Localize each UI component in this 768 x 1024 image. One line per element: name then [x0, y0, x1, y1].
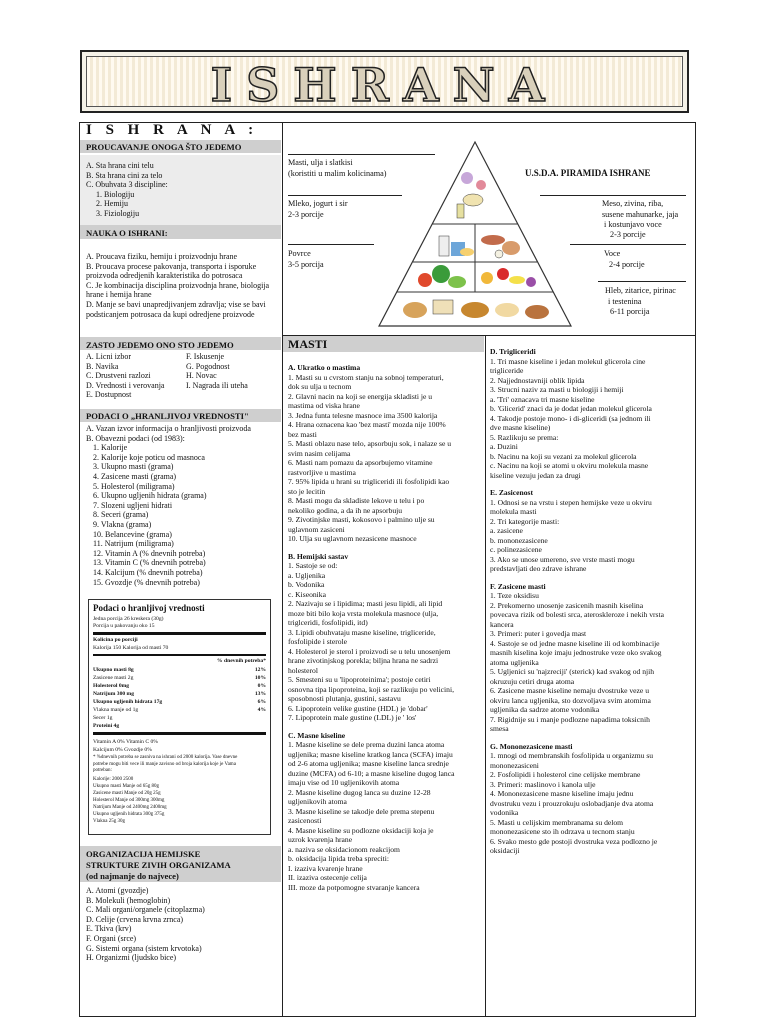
masti-line: 2. Najjednostavniji oblik lipida — [490, 375, 585, 385]
label-nutrient: Ukupno ugljenih hidrata 17g — [93, 699, 163, 705]
masti-line: I. izaziva kvarenje hrane — [288, 863, 363, 873]
org-item: H. Organizmi (ljudsko bice) — [86, 953, 177, 963]
masti-line: ugljenika da sadrze atome vodonika — [490, 705, 600, 714]
masti-line: od 2-6 atoma ugljenika; masne kiseline lanca srednje — [288, 759, 449, 768]
masti-line: imaju vise od 10 ugljenikovih atoma — [288, 778, 400, 787]
masti-line: 2. Nazivaju se i lipidima; masti jesu lipidi, ali lipid — [288, 599, 443, 608]
masti-line: a. Ugljenika — [288, 570, 326, 580]
masti-line: triglceridi, fosfolipidi, itd) — [288, 618, 368, 627]
label-rule — [570, 244, 686, 245]
label-servings-count: Porcija u pakovanju oko 15 — [93, 623, 155, 629]
label-serving: Jedna porcija 26 kreskera (30g) — [93, 616, 164, 622]
masti-line: b. oksidacija lipida treba spreciti: — [288, 854, 390, 863]
label-table-row: Zasicene masti Manje od 20g 25g — [93, 791, 161, 796]
org-list — [86, 886, 205, 963]
podaci-item: B. Obavezni podaci (od 1983): — [86, 433, 185, 443]
intro-item: C. Obuhvata 3 discipline: — [86, 180, 168, 190]
nutrition-label — [88, 599, 271, 835]
org-title-3: (od najmanje do najvece) — [86, 871, 179, 881]
label-vitamins: Kalcijum 0% Gvozdje 0% — [93, 747, 152, 753]
label-row — [93, 707, 266, 714]
label-row — [93, 715, 266, 722]
label-footnote: potreban: — [93, 768, 112, 773]
masti-line: 4. Masne kiseline su podlozne oksidaciji koja je — [288, 825, 434, 835]
podaci-item: A. Vazan izvor informacija o hranljivosti proizvoda — [86, 424, 251, 433]
nauka-item: A. Proucava fiziku, hemiju i proizvodnju hrane — [86, 252, 238, 261]
nauka-item: D. Manje se bavi unapredjivanjem zdravlja; vise se bavi — [86, 299, 266, 309]
pyramid-label-meat-3: i kostunjavo voce — [604, 220, 662, 229]
nauka-item: proizvoda odredjenih karakteristika do potrosaca — [86, 271, 243, 281]
masti-line: F. Zasicene masti — [490, 581, 546, 591]
org-title: ORGANIZACIJA HEMIJSKE — [86, 849, 201, 859]
masti-line: 3. Primeri: maslinovo i kanola ulje — [490, 779, 596, 789]
nauka-item: B. Proucava procese pakovanja, transporta i isporuke — [86, 261, 257, 271]
label-row — [93, 723, 266, 730]
masti-line: 7. 95% lipida u hrani su trigliceridi ili fosfolipidi kao — [288, 477, 450, 486]
masti-line: 5. Masti oblazu nase telo, apsorbuju sok, i nalaze se u — [288, 439, 452, 448]
masti-line: oksidaciji — [490, 846, 520, 855]
label-dv: 13% — [254, 691, 266, 697]
pyramid-label-meat-2: susene mahunarke, jaja — [602, 210, 679, 219]
podaci-item: 3. Ukupno masti (grama) — [93, 462, 174, 472]
zasto-item: G. Pogodnost — [186, 361, 230, 371]
masti-line — [490, 480, 664, 488]
masti-line: 3. Jedna funta telesne masnoce ima 3500 kalorija — [288, 410, 438, 420]
masti-line — [490, 574, 664, 582]
masti-line: nekoliko godina, a da ih ne apsorbuju — [288, 505, 403, 515]
zasto-item: B. Navika — [86, 361, 119, 371]
podaci-item: 2. Kalorije koje poticu od masnoca — [93, 452, 205, 462]
masti-line: 1. Sastoje se od: — [288, 561, 338, 570]
masti-line: 4. Mononezasicene masne kiseline imaju jednu — [490, 789, 634, 798]
masti-line: 4. Sastoje se od jedne masne kiseline ili od kombinacije — [490, 638, 660, 648]
pyramid-label-dairy: Mleko, jogurt i sir — [288, 199, 348, 208]
masti-line — [490, 734, 664, 742]
masti-line: moze biti bilo koja vrsta molekula masnoce (ulja, — [288, 608, 439, 618]
nauka-list — [86, 252, 269, 319]
masti-line: D. Trigliceridi — [490, 347, 536, 356]
label-rule — [288, 244, 374, 245]
masti-line: a. Duzini — [490, 442, 518, 451]
label-rule — [93, 732, 266, 735]
org-item: G. Sistemi organa (sistem krvotoka) — [86, 943, 202, 953]
pyramid-label-fruit: Voce — [604, 249, 621, 258]
masti-line: predstavljati deo zdrave ishrane — [490, 564, 587, 573]
masti-line: 5. Ugljenici su 'najzreciji' (sterick) kad svakog od njih — [490, 667, 655, 676]
masti-line: smesa — [490, 724, 509, 733]
podaci-item: 4. Zasicene masti (grama) — [93, 471, 177, 481]
label-dv: 6% — [257, 699, 266, 705]
masti-line: 2. Fosfolipidi i holesterol cine celijske membrane — [490, 770, 641, 779]
masti-line: 2. Glavni nacin na koji se energija skladisti je u — [288, 391, 433, 401]
masti-line: c. Nacinu na koji se atomi u okviru molekula masne — [490, 461, 649, 470]
label-dv: 10% — [254, 675, 266, 681]
label-title: Podaci o hranljivoj vrednosti — [93, 603, 205, 613]
masti-line: mononezasicene sto ih odrzava u tecnom stanju — [490, 827, 635, 836]
masti-title: MASTI — [288, 337, 328, 351]
masti-column-middle — [288, 363, 454, 892]
masti-line: 6. Lipoprotein velike gustine (HDL) je 'dobar' — [288, 703, 428, 713]
masti-line: 9. Zivotinjske masti, kokosovo i palmino ulje su — [288, 515, 435, 524]
pyramid-label-fats: Masti, ulja i slatkisi — [288, 158, 353, 167]
masti-line — [288, 723, 454, 731]
masti-line: holesterol — [288, 665, 318, 675]
masti-line: 3. Lipidi obuhvataju masne kiseline, trigliceride, — [288, 627, 436, 637]
zasto-list-b — [186, 352, 248, 390]
pyramid-label-meat-servings: 2-3 porcije — [610, 230, 646, 239]
masti-line: 7. Lipoprotein male gustine (LDL) je ' los' — [288, 713, 417, 722]
masti-line: II. izaziva ostecenje celija — [288, 873, 367, 882]
column-divider-left — [282, 122, 283, 1017]
masti-line: 3. Ako se unose umereno, sve vrste masti mogu — [490, 554, 635, 564]
zasto-item: A. Licni izbor — [86, 352, 132, 361]
label-table-row: Kalorije: 2000 2500 — [93, 777, 134, 782]
masti-line: dok su ulja u tecnom — [288, 382, 352, 391]
masti-line: 1. Teze oksidisu — [490, 591, 539, 600]
masti-line: 4. Holesterol je sterol i proizvodi se u telu unosenjem — [288, 646, 451, 656]
podaci-item: 7. Slozeni ugljeni hidrati — [93, 500, 173, 510]
pyramid-label-meat: Meso, zivina, riba, — [602, 199, 664, 208]
podaci-item: 15. Gvozdje (% dnevnih potreba) — [93, 577, 200, 587]
masti-line: 8. Masti mogu da skladiste lekove u telu i po — [288, 496, 425, 505]
masti-line: molekula masti — [490, 507, 537, 516]
label-footnote: potrebe mogu biti vece ili manje zavisno od broja kalorija koje je Vama — [93, 761, 236, 767]
masti-line: b. mononezasicene — [490, 535, 548, 545]
podaci-item: 9. Vlakna (grama) — [93, 519, 152, 529]
pyramid-label-vegetables: Povrce — [288, 249, 311, 258]
podaci-item: 1. Kalorije — [93, 443, 128, 453]
masti-line: duzine (MCFA) od 6-10; a masne kiseline dugog lanca — [288, 768, 455, 778]
masti-line: okruzuju cetiri druga atoma — [490, 676, 575, 686]
masti-line: uglavnom zasiceni — [288, 524, 345, 534]
masti-line: osnovna tipa lipoproteina, koji se razlikuju po velicini, — [288, 684, 454, 694]
nauka-item: podsticanjem potrosaca da kupi odredjene proizvode — [86, 309, 255, 319]
masti-line: 1. Masti su u cvrstom stanju na sobnoj temperaturi, — [288, 372, 444, 382]
podaci-title: PODACI O „HRANLJIVOJ VREDNOSTI" — [86, 411, 249, 421]
masti-line: 1. mnogi od membranskih fosfolipida u organizmu su — [490, 751, 654, 760]
masti-line: okviru lanca ugljenika, sto dozvoljava svim atomima — [490, 695, 651, 705]
label-rule — [540, 195, 686, 196]
masti-line: 5. Masti u celijskim membranama su delom — [490, 817, 624, 827]
label-row — [93, 683, 266, 690]
masti-line: a. naziva se oksidacionom reakcijom — [288, 844, 400, 854]
banner-title: ISHRANA — [210, 58, 559, 112]
pyramid-label-fats-note: (koristiti u malim kolicinama) — [288, 169, 387, 178]
masti-line: ugljenika; masne kiseline kratkog lanca (SCFA) imaju — [288, 749, 453, 759]
nauka-title: NAUKA O ISHRANI: — [86, 228, 168, 238]
label-rule — [93, 654, 266, 656]
masti-line: dve masne kiseline) — [490, 423, 551, 432]
masti-line: a. 'Tri' oznacava tri masne kiseline — [490, 394, 595, 404]
label-rule — [288, 154, 435, 155]
label-table-row: Ukupno masti Manje od 65g 80g — [93, 784, 159, 789]
masti-line: kiseline vezuju jedan za drugi — [490, 470, 581, 480]
nauka-item: C. Je kombinacija disciplina proizvodnja hrane, biologija — [86, 280, 270, 290]
masti-line: 1. Odnosi se na vrstu i stepen hemijske veze u okviru — [490, 497, 652, 507]
page-subtitle: PROUCAVANJE ONOGA ŠTO JEDEMO — [86, 142, 242, 152]
masti-line: G. Mononezasicene masti — [490, 741, 573, 751]
masti-line: dvostruku vezu i prouzrokuju oslobadjanje dva atoma — [490, 798, 654, 808]
podaci-item: 11. Natrijum (miligrama) — [93, 539, 174, 549]
podaci-item: 5. Holesterol (miligrama) — [93, 481, 175, 491]
masti-line: b. Nacinu na koji su vezani za molekul glicerola — [490, 451, 637, 461]
zasto-list-a — [86, 352, 164, 400]
label-nutrient: Proteini 4g — [93, 723, 120, 729]
label-row — [93, 675, 266, 682]
title-banner — [80, 50, 689, 113]
masti-line: zasicenosti — [288, 816, 322, 825]
label-table-row: Vlakna 25g 30g — [93, 819, 125, 824]
masti-line: 5. Smesteni su u 'lipoproteinima'; postoje cetiri — [288, 675, 431, 684]
masti-line — [288, 544, 454, 552]
masti-line: B. Hemijski sastav — [288, 551, 349, 561]
zasto-title: ZASTO JEDEMO ONO STO JEDEMO — [86, 340, 234, 350]
masti-line: E. Zasicenost — [490, 488, 534, 497]
zasto-item: D. Vrednosti i verovanja — [86, 380, 165, 390]
label-nutrient: Vlakna manje od 1g — [93, 707, 139, 713]
masti-line: 10. Ulja su uglavnom nezasicene masnoce — [288, 534, 417, 543]
masti-line: 6. Svako mesto gde postoji dvostruka veza podlozno je — [490, 836, 658, 846]
masti-line: b. Vodonika — [288, 580, 325, 589]
column-divider-right — [485, 335, 486, 1017]
intro-item: 3. Fiziologiju — [96, 208, 140, 218]
podaci-item: 8. Seceri (grama) — [93, 510, 149, 520]
masti-line: c. Kiseonika — [288, 589, 326, 599]
org-item: E. Tkiva (krv) — [86, 924, 132, 934]
podaci-item: 10. Belancevine (grama) — [93, 529, 172, 539]
masti-line: masnih kiselina koje imaju jednostruke veze oko svakog — [490, 648, 662, 657]
label-calories: Kalorija 150 Kalorija od masti 70 — [93, 645, 169, 651]
intro-item: A. Sta hrana cini telu — [86, 161, 154, 170]
org-item: C. Mali organi/organele (citoplazma) — [86, 905, 205, 915]
label-footnote: * %dnevnih potreba se zasniva na ishrani od 2000 kalorija. Vase dnevne — [93, 755, 238, 760]
masti-line: c. polinezasicene — [490, 545, 542, 554]
intro-list — [86, 161, 168, 219]
masti-line: mastima od viska hrane — [288, 401, 360, 410]
masti-line: 6. Masti nam pomazu da apsorbujemo vitamine — [288, 458, 433, 467]
masti-line: ugljenikovih atoma — [288, 797, 347, 806]
label-rule — [598, 281, 686, 282]
podaci-item: 12. Vitamin A (% dnevnih potreba) — [93, 548, 206, 558]
org-title-2: STRUKTURE ZIVIH ORGANIZAMA — [86, 860, 231, 870]
masti-line: 7. Rigidnije su i manje podlozne napadima toksicnih — [490, 714, 650, 724]
zasto-item: C. Drustveni razlozi — [86, 371, 151, 381]
intro-item: 1. Biologiju — [96, 189, 135, 199]
label-row — [93, 699, 266, 706]
podaci-item: 13. Vitamin C (% dnevnih potreba) — [93, 558, 206, 568]
masti-line: 2. Tri kategorije masti: — [490, 516, 560, 526]
masti-line: sposobnosti plutanja, gustini, sastavu — [288, 694, 401, 703]
intro-item: B. Sta hrana cini za telo — [86, 170, 163, 180]
masti-line: 2. Prekomerno unosenje zasicenih masnih kiselina — [490, 600, 644, 610]
intro-item: 2. Hemiju — [96, 199, 128, 209]
masti-line: C. Masne kiseline — [288, 730, 346, 740]
masti-line: 6. Zasicene masne kiseline nemaju dvostruke veze u — [490, 686, 649, 695]
zasto-item: I. Nagrada ili uteha — [186, 380, 248, 390]
podaci-list — [86, 424, 251, 587]
masti-line: hrane zivotinjskog porekla; biljna hrana ne sadrzi — [288, 656, 439, 665]
label-vitamins: Vitamin A 0% Vitamin C 0% — [93, 739, 158, 745]
masti-line: 3. Strucni naziv za masti u biologiji i hemiji — [490, 385, 624, 394]
masti-line: bez masti — [288, 429, 317, 439]
label-table-row: Natrijum Manje od 2400mg 2400mg — [93, 805, 167, 810]
label-rule — [288, 195, 402, 196]
pyramid-title: U.S.D.A. PIRAMIDA ISHRANE — [525, 168, 651, 178]
masti-line: 3. Masne kiseline se takodje dele prema stepenu — [288, 806, 435, 816]
label-rule — [93, 632, 266, 635]
pyramid-label-grains-servings: 6-11 porcija — [610, 307, 650, 316]
masti-line: 3. Primeri: puter i govedja mast — [490, 629, 587, 638]
masti-line: trigliceride — [490, 366, 524, 375]
masti-line: 4. Takodje postoje mono- i di-gliceridi (sa jednom ili — [490, 413, 651, 423]
org-item: D. Celije (crvena krvna zrnca) — [86, 914, 184, 924]
pyramid-label-dairy-servings: 2-3 porcije — [288, 210, 324, 219]
label-nutrient: Holesterol 0mg — [93, 683, 130, 689]
zasto-item: E. Dostupnost — [86, 390, 132, 400]
masti-line: 1. Tri masne kiseline i jedan molekul glicerola cine — [490, 356, 646, 366]
masti-line: A. Ukratko o mastima — [288, 363, 361, 372]
zasto-item: F. Iskusenje — [186, 352, 225, 361]
label-dv: 0% — [257, 683, 266, 689]
org-item: A. Atomi (gvozdje) — [86, 886, 149, 895]
masti-line: vodonika — [490, 808, 519, 817]
label-nutrient: Ukupno masti 8g — [93, 667, 134, 673]
label-dv: 4% — [257, 707, 266, 713]
masti-line: 2. Masne kiseline dugog lanca su duzine 12-28 — [288, 787, 431, 797]
zasto-item: H. Novac — [186, 371, 217, 381]
masti-line: uzrok kvarenja hrane — [288, 835, 353, 844]
label-nutrient: Secer 1g — [93, 715, 113, 721]
podaci-item: 14. Kalcijum (% dnevnih potreba) — [93, 567, 203, 577]
label-table-row: Holesterol Manje od 300mg 300mg — [93, 798, 165, 803]
masti-line: sto je lecitin — [288, 486, 326, 496]
masti-line: atoma ugljenika — [490, 657, 539, 667]
label-row — [93, 691, 266, 698]
masti-line: rastvorljive u mastima — [288, 467, 356, 477]
label-nutrient: Zasicene masti 2g — [93, 675, 134, 681]
masti-line: fosfolipide i sterole — [288, 637, 348, 646]
label-amount: Kolicina po porciji — [93, 637, 138, 643]
masti-line: III. moze da potpomogne stvaranje kancera — [288, 882, 420, 892]
masti-line: a. zasicene — [490, 526, 523, 535]
pyramid-label-vegetables-servings: 3-5 porcija — [288, 260, 324, 269]
label-table-row: Ukupno ugljenih hidrata 300g 375g — [93, 812, 165, 817]
masti-line: b. 'Glicerid' znaci da je dodat jedan molekul glicerola — [490, 404, 652, 413]
label-dv: 12% — [254, 667, 266, 673]
org-item: B. Molekuli (hemoglobin) — [86, 895, 171, 905]
masti-line: 4. Hrana oznacena kao 'bez masti' mozda nije 100% — [288, 420, 446, 429]
pyramid-label-fruit-servings: 2-4 porcije — [609, 260, 645, 269]
masti-line: povecava rizik od bolesti srca, ateroskleroze i nekih vrsta — [490, 610, 664, 619]
page-title: I S H R A N A : — [86, 122, 259, 138]
label-dv-header: % dnevnih potreba* — [216, 658, 266, 664]
nauka-item: hrane i hemija hrane — [86, 290, 152, 300]
pyramid-label-grains: Hleb, zitarice, pirinac — [605, 286, 676, 295]
masti-line: svim nasim celijama — [288, 448, 351, 458]
label-row — [93, 667, 266, 674]
masti-line: kancera — [490, 619, 514, 629]
masti-line: 1. Masne kiseline se dele prema duzini lanca atoma — [288, 740, 445, 749]
label-nutrient: Natrijum 300 mg — [93, 691, 135, 697]
podaci-item: 6. Ukupno ugljenih hidrata (grama) — [93, 491, 207, 501]
org-item: F. Organi (srce) — [86, 933, 137, 943]
masti-line: 5. Razlikuju se prema: — [490, 432, 559, 442]
masti-line: mononezasiceni — [490, 760, 539, 770]
pyramid-label-grains-2: i testenina — [608, 297, 642, 306]
masti-column-right — [490, 347, 664, 856]
